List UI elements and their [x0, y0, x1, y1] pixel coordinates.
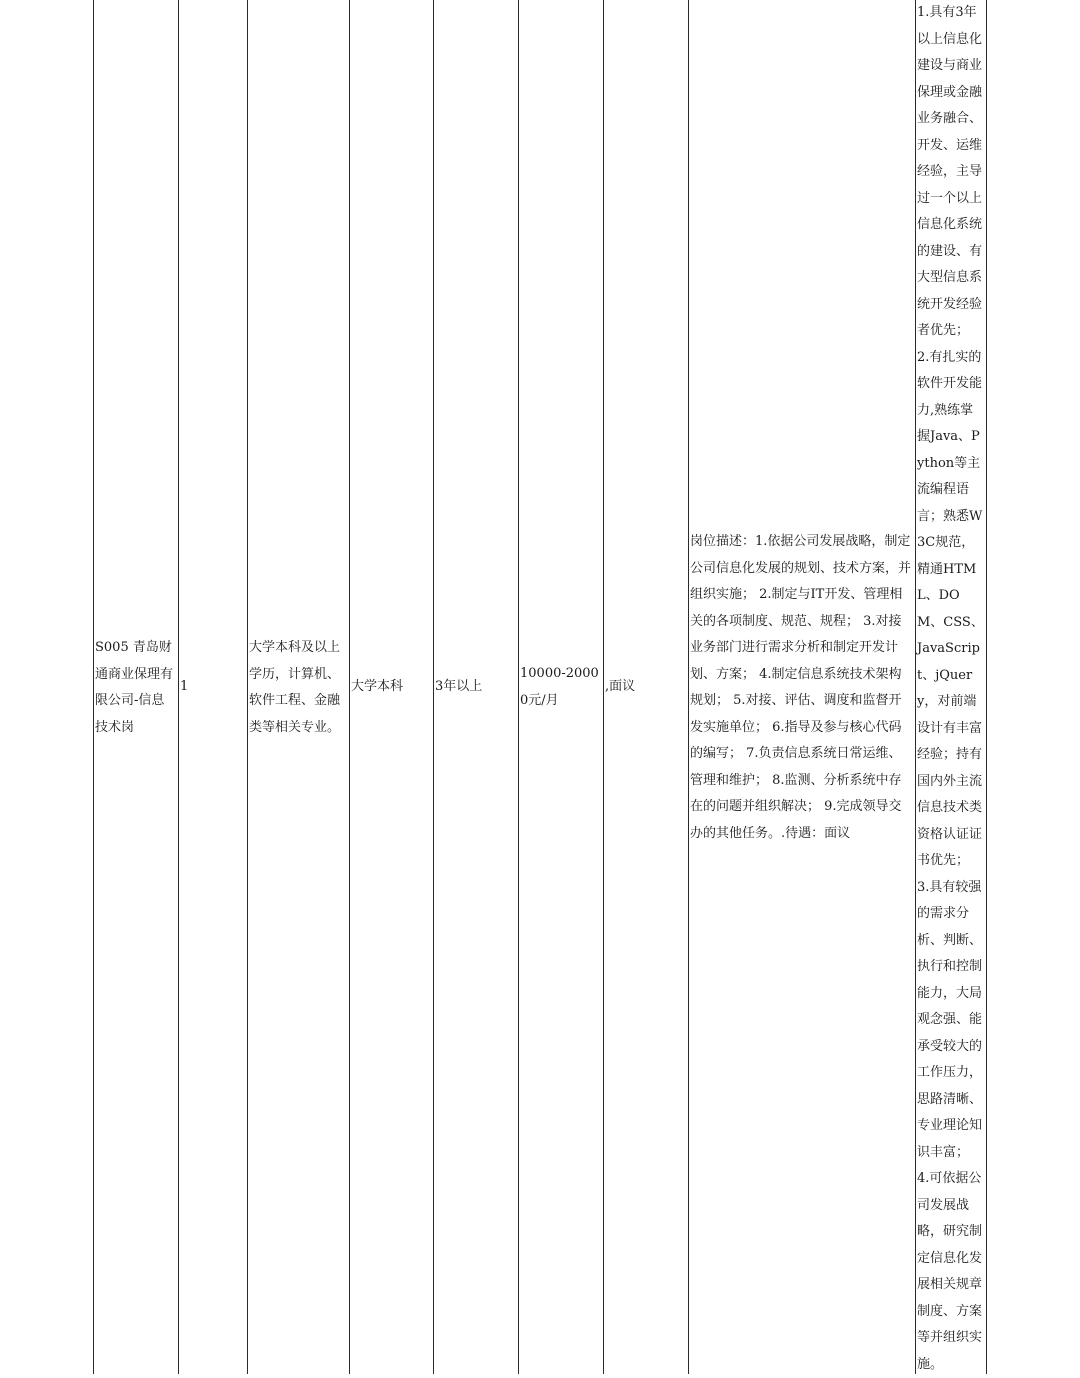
major-cell: 大学本科及以上学历，计算机、软件工程、金融类等相关专业。 — [249, 640, 341, 735]
education-cell: 大学本科 — [351, 679, 404, 694]
table-border — [349, 0, 350, 1374]
table-border — [518, 0, 519, 1374]
experience-cell: 3年以上 — [435, 679, 483, 694]
table-border — [247, 0, 248, 1374]
table-border — [93, 0, 94, 1374]
requirements-cell: 1.具有3年以上信息化建设与商业保理或金融业务融合、开发、运维经验，主导过一个以上信息化系统的建设、有大型信息系统开发经验者优先； 2.有扎实的软件开发能力,熟练掌握Java、Python等主流编程语言；熟悉W3C规范，精通HTML、DOM、CSS、JavaScript、jQuery，对前端设计有丰富经验；持有国内外主流信息技术类资格认证证书优先； 3.具有较强的需求分析、判断、执行和控制能力，大局观念强、能承受较大的工作压力，思路清晰、专业理论知识丰富； 4.可依据公司发展战略，研究制定信息化发展相关规章制度、方案等并组织实施。 — [917, 5, 984, 1372]
exam-method-cell: ,面议 — [605, 679, 636, 694]
table-border — [178, 0, 179, 1374]
table-border — [986, 0, 987, 1374]
headcount-cell: 1 — [180, 679, 189, 694]
table-border — [433, 0, 434, 1374]
table-border — [915, 0, 916, 1374]
job-description-cell: 岗位描述：1.依据公司发展战略，制定公司信息化发展的规划、技术方案，并组织实施； 2.制定与IT开发、管理相关的各项制度、规范、规程； 3.对接业务部门进行需求分析和制定开发计划、方案； 4.制定信息系统技术架构规划； 5.对接、评估、调度和监督开发实施单位； 6.指导及参与核心代码的编写； 7.负责信息系统日常运维、管理和维护； 8.监测、分析系统中存在的问题并组织解决； 9.完成领导交办的其他任务。.待遇：面议 — [690, 534, 912, 841]
position-cell: S005 青岛财通商业保理有限公司-信息技术岗 — [95, 640, 174, 735]
salary-cell: 10000-20000元/月 — [520, 666, 599, 708]
table-border — [688, 0, 689, 1374]
table-border — [603, 0, 604, 1374]
